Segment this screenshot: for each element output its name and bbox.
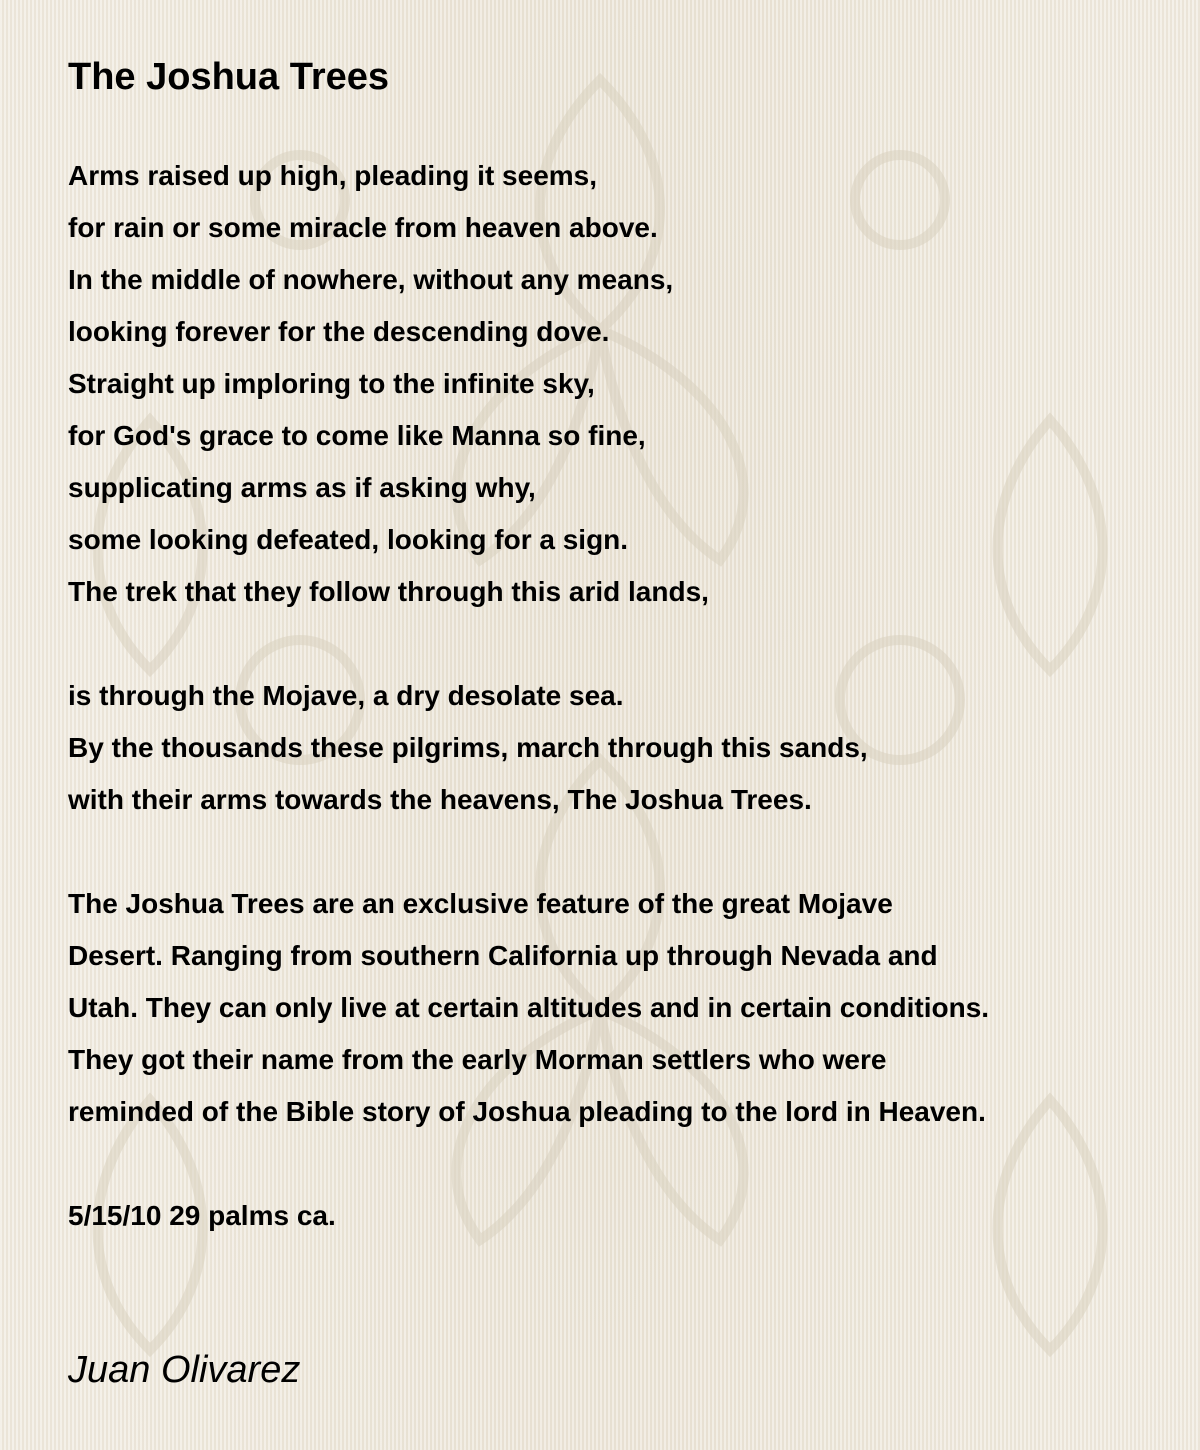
poem-line: By the thousands these pilgrims, march through this sands, — [68, 732, 868, 763]
poem-line: In the middle of nowhere, without any means, — [68, 264, 674, 295]
poem-line: supplicating arms as if asking why, — [68, 472, 536, 503]
dateline: 5/15/10 29 palms ca. — [68, 1200, 336, 1231]
poem-line: for rain or some miracle from heaven above. — [68, 212, 658, 243]
poem-line: some looking defeated, looking for a sign. — [68, 524, 629, 555]
note-line: Utah. They can only live at certain altitudes and in certain conditions. — [68, 992, 990, 1023]
note-line: reminded of the Bible story of Joshua pleading to the lord in Heaven. — [68, 1096, 986, 1127]
poem-body — [68, 150, 989, 1242]
author-name: Juan Olivarez — [68, 1349, 301, 1391]
poem-line: for God's grace to come like Manna so fine, — [68, 420, 646, 451]
note-line: The Joshua Trees are an exclusive feature of the great Mojave — [68, 888, 893, 919]
poem-line: Arms raised up high, pleading it seems, — [68, 160, 598, 191]
stanza-gap — [68, 826, 989, 878]
poem-line: looking forever for the descending dove. — [68, 316, 610, 347]
stanza-gap — [68, 1138, 989, 1190]
stanza-gap — [68, 618, 989, 670]
poem-line: with their arms towards the heavens, The Joshua Trees. — [68, 784, 812, 815]
note-line: They got their name from the early Morman settlers who were — [68, 1044, 887, 1075]
poem-title: The Joshua Trees — [68, 56, 390, 98]
poem-line: The trek that they follow through this arid lands, — [68, 576, 709, 607]
poem-line: is through the Mojave, a dry desolate sea. — [68, 680, 624, 711]
note-line: Desert. Ranging from southern California up through Nevada and — [68, 940, 938, 971]
poem-line: Straight up imploring to the infinite sky, — [68, 368, 595, 399]
